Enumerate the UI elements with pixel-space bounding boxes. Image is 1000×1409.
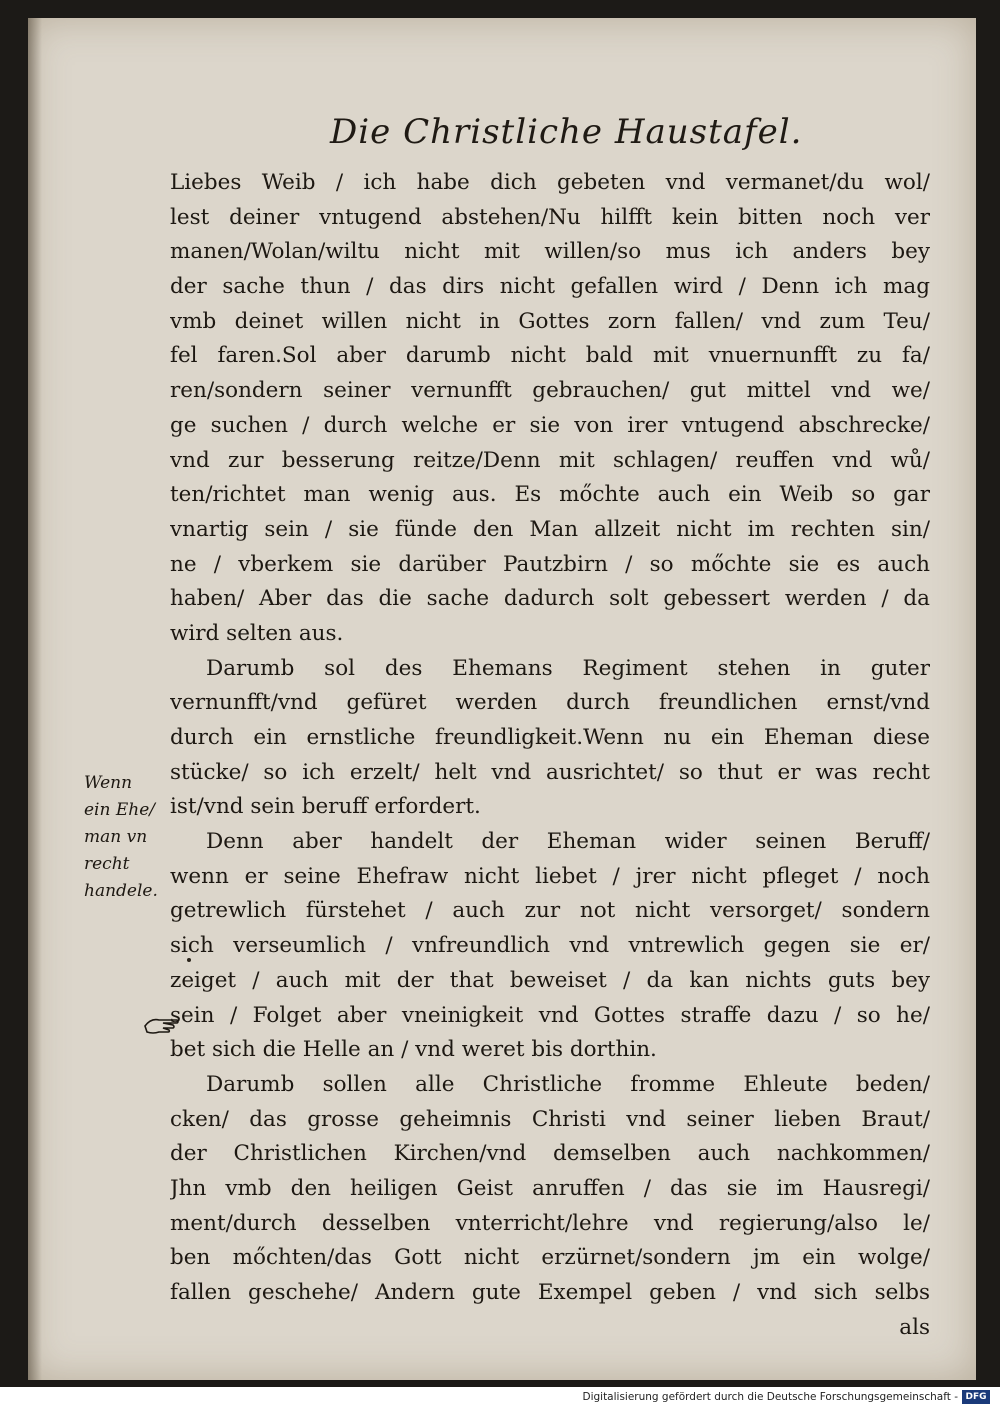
marginal-line: handele. [84,881,158,901]
text-line: Jhn vmb den heiligen Geist anruffen / das sie im Hausregi/ [170,1175,930,1201]
text-line: Darumb sol des Ehemans Regiment stehen in guter [206,655,930,681]
text-line: zeiget / auch mit der that beweiset / da kan nichts guts bey [170,967,930,993]
text-line: ben mőchten/das Gott nicht erzürnet/sondern jm ein wolge/ [170,1245,930,1271]
text-line: ge suchen / durch welche er sie von irer vntugend abschrecke/ [170,412,930,438]
margin-dot [187,958,191,962]
text-line: ment/durch desselben vnterricht/lehre vnd regierung/also le/ [170,1210,930,1236]
footer-bar [0,1387,1000,1409]
text-line: getrewlich fürstehet / auch zur not nicht versorget/ sondern [170,898,930,924]
text-line: Darumb sollen alle Christliche fromme Ehleute beden/ [206,1071,930,1097]
text-line: sein / Folget aber vneinigkeit vnd Gottes straffe dazu / so he/ [170,1002,930,1028]
text-line: wird selten aus. [170,620,344,646]
marginal-line: Wenn [84,773,133,793]
text-line: lest deiner vntugend abstehen/Nu hilfft kein bitten noch ver [170,204,930,230]
text-line: sich verseumlich / vnfreundlich vnd vntrewlich gegen sie er/ [170,933,930,959]
text-line: durch ein ernstliche freundligkeit.Wenn nu ein Eheman diese [170,725,930,750]
text-line: cken/ das grosse geheimnis Christi vnd seiner lieben Braut/ [170,1106,930,1132]
marginal-line: man vn [84,827,148,847]
text-line: bet sich die Helle an / vnd weret bis dorthin. [170,1037,657,1063]
text-line: fallen geschehe/ Andern gute Exempel geben / vnd sich selbs [170,1280,930,1305]
marginal-line: ein Ehe/ [84,800,155,820]
text-line: Liebes Weib / ich habe dich gebeten vnd vermanet/du wol/ [170,170,930,195]
text-line: fel faren.Sol aber darumb nicht bald mit vnuernunfft zu fa/ [170,343,930,369]
text-line: manen/Wolan/wiltu nicht mit willen/so mus ich anders bey [170,239,930,265]
text-line: vmb deinet willen nicht in Gottes zorn fallen/ vnd zum Teu/ [170,308,930,334]
text-line: Denn aber handelt der Eheman wider seinen Beruff/ [206,829,930,855]
dfg-logo: DFG [962,1390,990,1404]
footer-credit: Digitalisierung gefördert durch die Deutsche Forschungsgemeinschaft - [582,1391,958,1403]
running-head: Die Christliche Haustafel. [330,112,803,152]
text-line: vnartig sein / sie fünde den Man allzeit nicht im rechten sin/ [170,516,930,542]
manicule-icon [143,1008,181,1038]
catchword: als [899,1314,930,1340]
text-line: der sache thun / das dirs nicht gefallen wird / Denn ich mag [170,274,930,300]
text-line: vernunfft/vnd gefüret werden durch freundlichen ernst/vnd [170,690,930,716]
text-line: stücke/ so ich erzelt/ helt vnd ausrichtet/ so thut er was recht [170,759,930,785]
text-line: ten/richtet man wenig aus. Es mőchte auch ein Weib so gar [170,482,930,508]
text-line: ne / vberkem sie darüber Pautzbirn / so mőchte sie es auch [170,551,930,577]
marginal-note [84,770,204,905]
text-line: ist/vnd sein beruff erfordert. [170,794,481,820]
text-line: wenn er seine Ehefraw nicht liebet / jrer nicht pfleget / noch [170,863,930,889]
text-line: der Christlichen Kirchen/vnd demselben auch nachkommen/ [170,1141,930,1167]
text-line: haben/ Aber das die sache dadurch solt gebessert werden / da [170,586,930,612]
marginal-line: recht [84,854,130,874]
text-line: vnd zur besserung reitze/Denn mit schlagen/ reuffen vnd wů/ [170,447,930,473]
body-text [170,166,930,1345]
text-line: ren/sondern seiner vernunfft gebrauchen/ gut mittel vnd we/ [170,378,930,404]
